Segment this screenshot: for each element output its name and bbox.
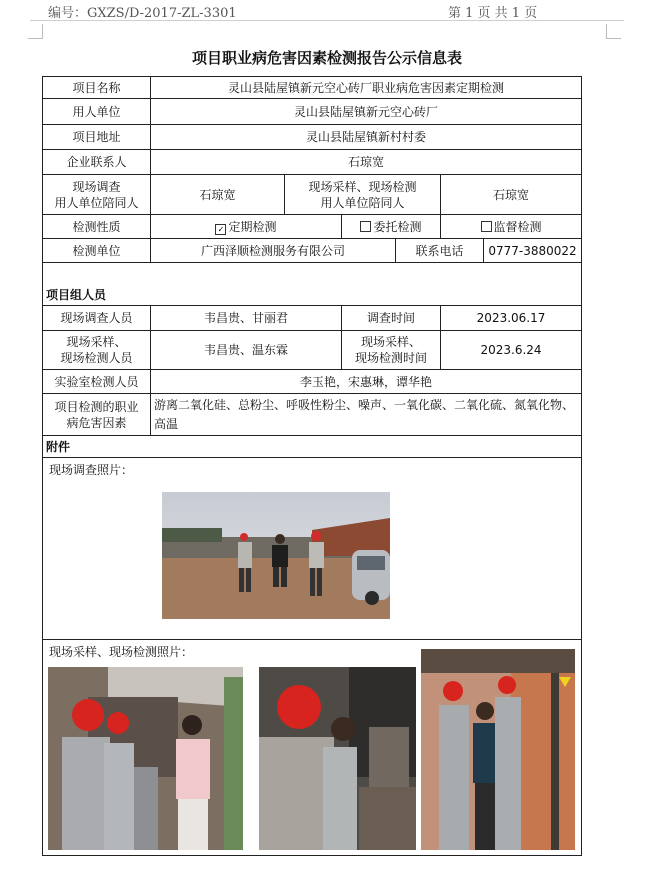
project-name-value: 灵山县陆屋镇新元空心砖厂职业病危害因素定期检测 (151, 77, 582, 99)
nature-label: 检测性质 (43, 215, 151, 239)
checked-checkbox-icon: ✓ (215, 224, 226, 235)
survey-photo-image (162, 492, 390, 619)
sampling-photo-caption: 现场采样、现场检测照片： (49, 645, 194, 659)
row-contact (43, 150, 582, 175)
survey-escort-label-line1: 现场调查 (72, 179, 121, 194)
document-number: 编号：GXZS/D-2017-ZL-3301 (48, 6, 237, 21)
sampling-time-label-line2: 现场检测时间 (354, 351, 427, 365)
contact-value: 石琼宽 (151, 150, 582, 175)
row-project-name (43, 77, 582, 99)
nature-option-periodic-label: 定期检测 (228, 219, 277, 234)
row-sampling-staff (43, 331, 582, 370)
team-section-heading: 项目组人员 (43, 263, 582, 306)
survey-photo (162, 492, 390, 619)
document-title: 项目职业病危害因素检测报告公示信息表 (191, 49, 462, 67)
survey-photo-cell (43, 458, 582, 640)
sampling-escort-value: 石琼宽 (441, 175, 582, 215)
sampling-photo-1-image (48, 667, 243, 850)
survey-staff-value: 韦昌贵、甘丽君 (151, 306, 342, 331)
row-attachment-section (43, 436, 582, 458)
sampling-photo-1 (48, 667, 243, 850)
row-team-section (43, 263, 582, 306)
survey-photo-caption: 现场调查照片： (49, 463, 134, 477)
employer-value: 灵山县陆屋镇新元空心砖厂 (151, 99, 582, 125)
sampling-escort-label-line1: 现场采样、现场检测 (308, 179, 417, 194)
row-survey-staff (43, 306, 582, 331)
sampling-escort-label-line2: 用人单位陪同人 (320, 195, 405, 210)
hazards-label-line2: 病危害因素 (66, 415, 127, 430)
employer-label: 用人单位 (43, 99, 151, 125)
survey-time-value: 2023.06.17 (441, 306, 582, 331)
nature-option-periodic (151, 215, 342, 239)
sampling-photos-cell (43, 640, 582, 856)
nature-option-commissioned (342, 215, 441, 239)
row-hazards (43, 394, 582, 436)
unchecked-checkbox-icon (481, 221, 492, 232)
row-survey-photo (43, 458, 582, 640)
sampling-photo-3-image (421, 649, 575, 850)
address-label: 项目地址 (43, 125, 151, 150)
header-rule (30, 20, 624, 21)
sampling-photo-3 (421, 649, 575, 850)
survey-escort-label-line2: 用人单位陪同人 (54, 195, 139, 210)
sampling-staff-label (43, 331, 151, 370)
attachment-section-heading: 附件 (43, 436, 582, 458)
contact-label: 企业联系人 (43, 150, 151, 175)
sampling-staff-label-line1: 现场采样、 (66, 335, 127, 349)
nature-option-supervisory-label: 监督检测 (493, 219, 542, 234)
nature-option-commissioned-label: 委托检测 (373, 219, 422, 234)
crop-mark-left (28, 24, 43, 39)
lab-staff-label: 实验室检测人员 (43, 370, 151, 394)
project-name-label: 项目名称 (43, 77, 151, 99)
unchecked-checkbox-icon (360, 221, 371, 232)
page-indicator: 第 1 页 共 1 页 (448, 6, 538, 21)
sampling-time-label-line1: 现场采样、 (360, 335, 421, 349)
hazards-value: 游离二氧化硅、总粉尘、呼吸性粉尘、噪声、一氧化碳、二氧化硫、氮氧化物、高温 (151, 394, 582, 436)
row-sampling-photos (43, 640, 582, 856)
survey-staff-label: 现场调查人员 (43, 306, 151, 331)
sampling-photo-2 (259, 667, 416, 850)
survey-escort-label (43, 175, 151, 215)
sampling-staff-label-line2: 现场检测人员 (60, 351, 133, 365)
nature-option-supervisory (441, 215, 582, 239)
lab-value: 广西泽顺检测服务有限公司 (151, 239, 396, 263)
sampling-time-label (342, 331, 441, 370)
row-employer (43, 99, 582, 125)
survey-escort-value: 石琼宽 (151, 175, 285, 215)
sampling-time-value: 2023.6.24 (441, 331, 582, 370)
sampling-staff-value: 韦昌贵、温东霖 (151, 331, 342, 370)
row-address (43, 125, 582, 150)
sampling-escort-label (285, 175, 441, 215)
row-nature (43, 215, 582, 239)
row-escort (43, 175, 582, 215)
lab-label: 检测单位 (43, 239, 151, 263)
address-value: 灵山县陆屋镇新村村委 (151, 125, 582, 150)
row-lab-staff (43, 370, 582, 394)
hazards-label-line1: 项目检测的职业 (54, 399, 139, 414)
info-table (42, 76, 582, 856)
lab-staff-value: 李玉艳，宋惠琳，谭华艳 (151, 370, 582, 394)
phone-label: 联系电话 (396, 239, 484, 263)
hazards-label (43, 394, 151, 436)
sampling-photo-2-image (259, 667, 416, 850)
phone-value: 0777-3880022 (484, 239, 582, 263)
survey-time-label: 调查时间 (342, 306, 441, 331)
crop-mark-right (606, 24, 621, 39)
row-lab (43, 239, 582, 263)
